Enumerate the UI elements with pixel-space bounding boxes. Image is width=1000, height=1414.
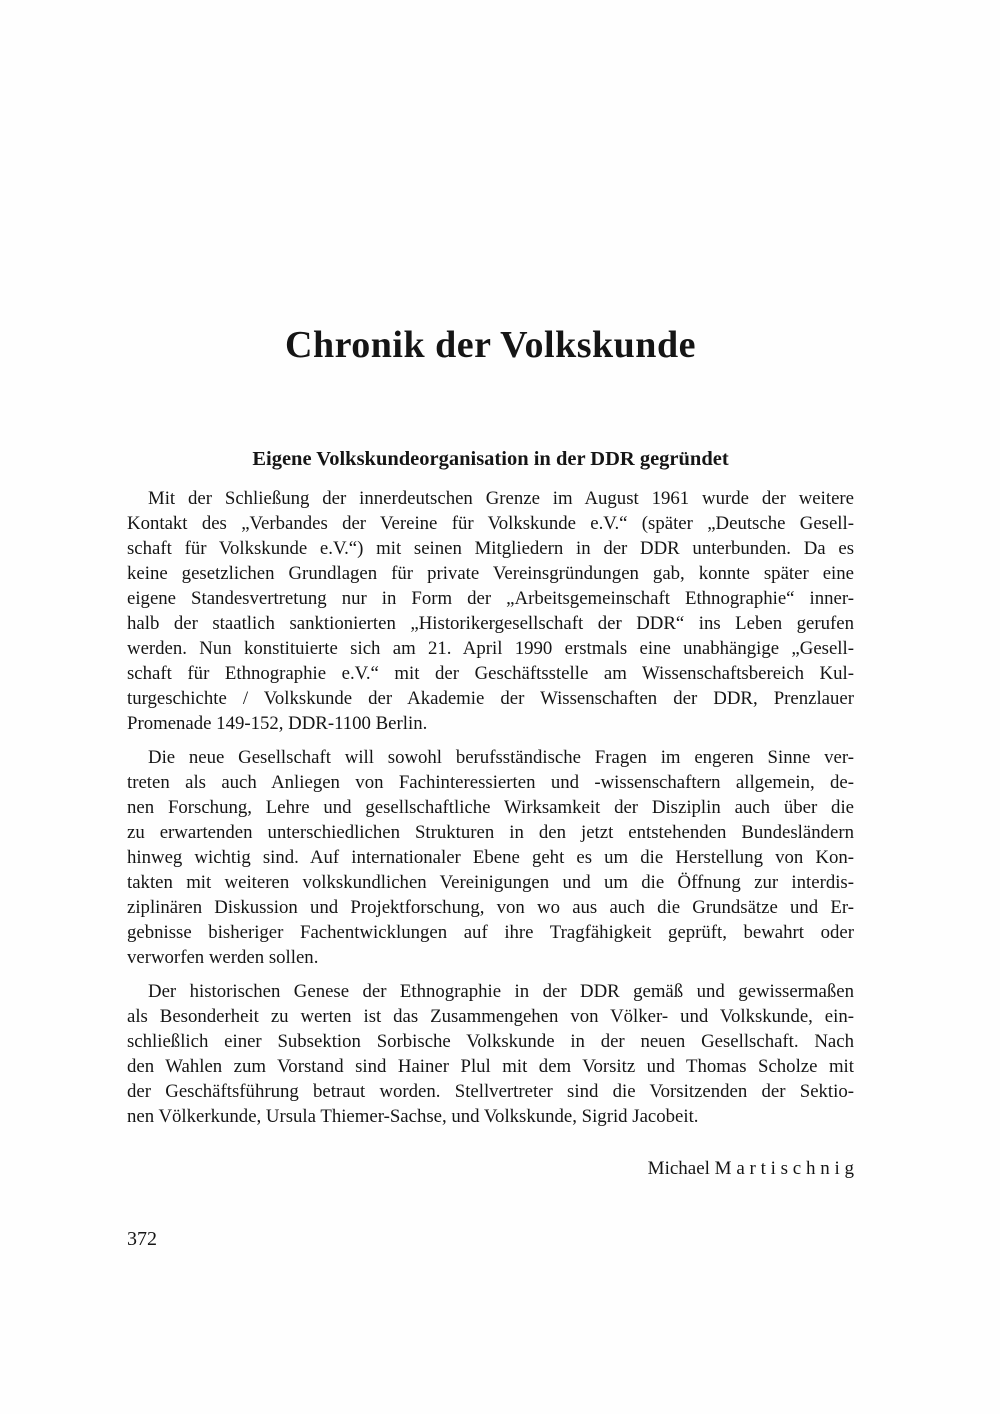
text-line: Kontakt des „Verbandes der Vereine für Volkskunde e.V.“ (später „Deutsche Gesell- [127, 513, 854, 535]
text-line: Mit der Schließung der innerdeutschen Grenze im August 1961 wurde der weitere [148, 488, 854, 510]
text-line: schließlich einer Subsektion Sorbische Volkskunde in der neuen Gesellschaft. Nach [127, 1031, 854, 1053]
text-line: keine gesetzlichen Grundlagen für private Vereinsgründungen gab, konnte später eine [127, 563, 854, 585]
author-signature: Michael M a r t i s c h n i g [647, 1158, 854, 1180]
text-line: verworfen werden sollen. [127, 947, 319, 969]
page-number: 372 [127, 1228, 157, 1251]
text-line: takten mit weiteren volkskundlichen Vereinigungen und um die Öffnung zur interdis- [127, 872, 854, 894]
text-line: zu erwartenden unterschiedlichen Strukturen in den jetzt entstehenden Bundesländern [127, 822, 854, 844]
text-line: den Wahlen zum Vorstand sind Hainer Plul mit dem Vorsitz und Thomas Scholze mit [127, 1056, 854, 1078]
text-line: nen Forschung, Lehre und gesellschaftliche Wirksamkeit der Disziplin auch über die [127, 797, 854, 819]
text-line: gebnisse bisheriger Fachentwicklungen auf ihre Tragfähigkeit geprüft, bewahrt oder [127, 922, 854, 944]
text-line: Der historischen Genese der Ethnographie in der DDR gemäß und gewissermaßen [148, 981, 854, 1003]
paragraph-founding [127, 486, 854, 736]
text-column [127, 0, 854, 1252]
text-line: schaft für Volkskunde e.V.“) mit seinen Mitgliedern in der DDR unterbunden. Da es [127, 538, 854, 560]
text-line: halb der staatlich sanktionierten „Historikergesellschaft der DDR“ ins Leben gerufen [127, 613, 854, 635]
text-line: Promenade 149-152, DDR-1100 Berlin. [127, 713, 428, 735]
text-line: werden. Nun konstituierte sich am 21. April 1990 erstmals eine unabhängige „Gesell- [127, 638, 854, 660]
text-line: turgeschichte / Volkskunde der Akademie der Wissenschaften der DDR, Prenzlauer [127, 688, 854, 710]
text-line: der Geschäftsführung betraut worden. Stellvertreter sind die Vorsitzenden der Sektio- [127, 1081, 854, 1103]
text-line: treten als auch Anliegen von Fachinteressierten und -wissenschaftern allgemein, de- [127, 772, 854, 794]
paragraph-goals [127, 745, 854, 970]
text-line: eigene Standesvertretung nur in Form der „Arbeitsgemeinschaft Ethnographie“ inner- [127, 588, 854, 610]
paragraph-board [127, 979, 854, 1129]
text-line: Die neue Gesellschaft will sowohl berufsständische Fragen im engeren Sinne ver- [148, 747, 854, 769]
text-line: ziplinären Diskussion und Projektforschung, von wo aus auch die Grundsätze und Er- [127, 897, 854, 919]
text-line: schaft für Ethnographie e.V.“ mit der Geschäftsstelle am Wissenschaftsbereich Kul- [127, 663, 854, 685]
section-heading: Eigene Volkskundeorganisation in der DDR gegründet [252, 447, 729, 470]
text-line: als Besonderheit zu werten ist das Zusammengehen von Völker- und Volkskunde, ein- [127, 1006, 854, 1028]
text-line: nen Völkerkunde, Ursula Thiemer-Sachse, und Volkskunde, Sigrid Jacobeit. [127, 1106, 699, 1128]
document-title: Chronik der Volkskunde [285, 324, 696, 366]
text-line: hinweg wichtig sind. Auf internationaler Ebene geht es um die Herstellung von Kon- [127, 847, 854, 869]
